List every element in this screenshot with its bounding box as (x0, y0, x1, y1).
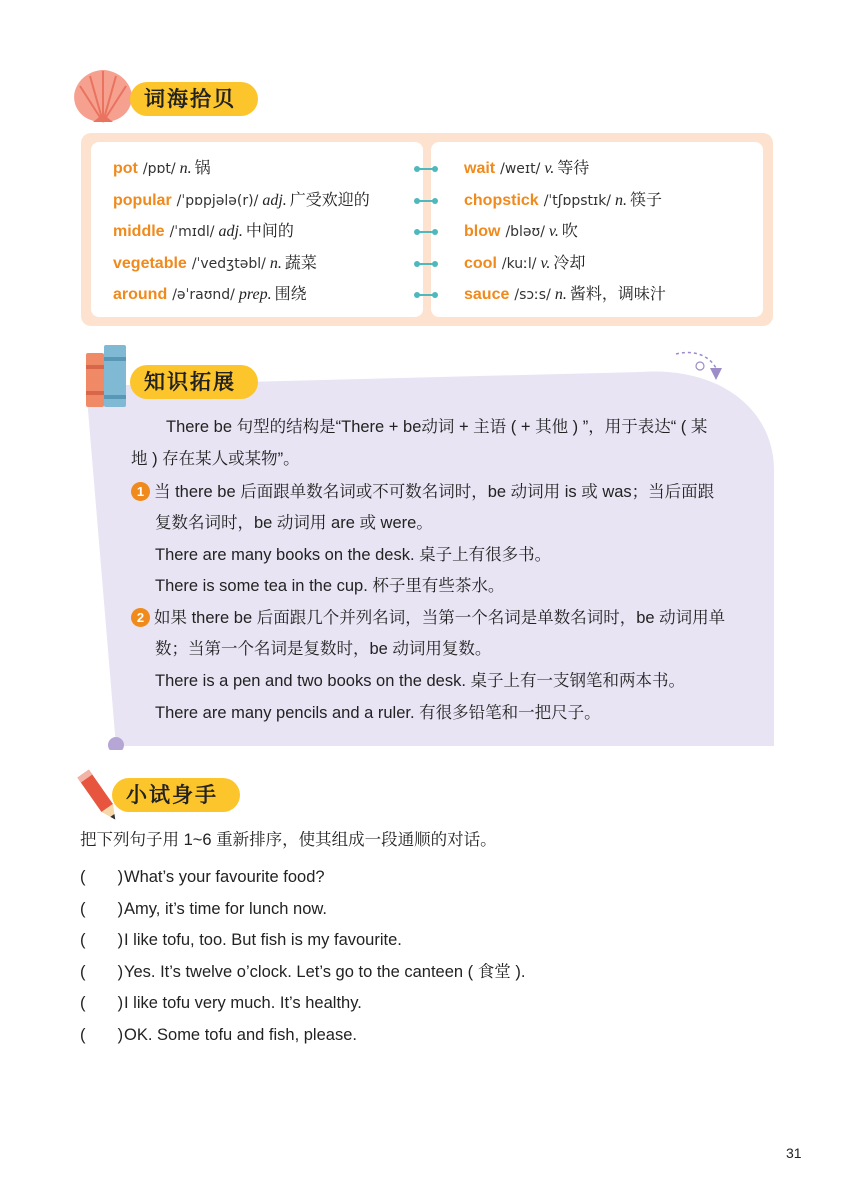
knowledge-example: There are many pencils and a ruler. 有很多铅笔和一把尺子。 (155, 704, 601, 722)
vocab-word: cool (464, 255, 497, 272)
vocab-word: blow (464, 223, 501, 240)
answer-blank[interactable]: ( ) (80, 900, 124, 918)
knowledge-point-2 (131, 603, 725, 635)
seashell-icon (68, 66, 138, 126)
connector-icon (413, 164, 439, 174)
knowledge-intro-line: 地 ) 存在某人或某物”。 (131, 450, 300, 468)
answer-blank[interactable]: ( ) (80, 868, 124, 886)
vocab-phonetic: /pɒt/ (142, 161, 176, 177)
vocab-word: wait (464, 160, 496, 177)
connector-icon (413, 290, 439, 300)
vocab-word: pot (113, 160, 138, 177)
knowledge-example: There is some tea in the cup. 杯子里有些茶水。 (155, 577, 505, 595)
vocab-item (464, 157, 589, 181)
knowledge-point-text: 如果 there be 后面跟几个并列名词，当第一个名词是单数名词时，be 动词用单 (154, 609, 726, 627)
practice-sentence: What’s your favourite food? (124, 868, 325, 886)
number-badge: 2 (131, 608, 150, 627)
knowledge-point-text: 当 there be 后面跟单数名词或不可数名词时，be 动词用 is 或 was；当后面跟 (154, 483, 715, 501)
vocab-pos: v. (540, 255, 551, 272)
vocab-meaning: 蔬菜 (284, 255, 317, 272)
vocab-meaning: 吹 (561, 223, 578, 240)
vocab-item (113, 189, 370, 213)
vocab-item (113, 220, 294, 244)
vocab-meaning: 广受欢迎的 (289, 192, 370, 209)
vocab-phonetic: /ˈvedʒtəbl/ (191, 256, 266, 272)
practice-item[interactable] (80, 1023, 357, 1047)
vocab-pos: v. (544, 160, 555, 177)
practice-item[interactable] (80, 928, 402, 952)
vocab-item (464, 252, 585, 276)
vocab-phonetic: /əˈraʊnd/ (172, 287, 235, 303)
vocab-phonetic: /sɔːs/ (514, 287, 551, 303)
vocab-item (113, 157, 211, 181)
answer-blank[interactable]: ( ) (80, 1026, 124, 1044)
knowledge-example: There are many books on the desk. 桌子上有很多书。 (155, 546, 552, 564)
vocab-phonetic: /bləʊ/ (505, 224, 545, 240)
answer-blank[interactable]: ( ) (80, 994, 124, 1012)
vocab-phonetic: /weɪt/ (500, 161, 541, 177)
practice-sentence: Amy, it’s time for lunch now. (124, 900, 327, 918)
practice-item[interactable] (80, 865, 325, 889)
vocab-meaning: 中间的 (245, 223, 294, 240)
answer-blank[interactable]: ( ) (80, 931, 124, 949)
connector-icon (413, 227, 439, 237)
vocab-meaning: 等待 (557, 160, 590, 177)
vocab-pos: n. (179, 160, 192, 177)
vocab-word: chopstick (464, 192, 539, 209)
knowledge-example: There is a pen and two books on the desk. 桌子上有一支钢笔和两本书。 (155, 672, 686, 690)
vocab-item (464, 189, 662, 213)
practice-item[interactable] (80, 960, 525, 984)
practice-sentence: I like tofu, too. But fish is my favourite. (124, 931, 402, 949)
vocab-item (464, 283, 666, 307)
vocab-word: vegetable (113, 255, 187, 272)
vocab-pos: n. (269, 255, 282, 272)
vocab-meaning: 围绕 (274, 286, 307, 303)
practice-sentence: I like tofu very much. It’s healthy. (124, 994, 362, 1012)
knowledge-section-title: 知识拓展 (130, 365, 258, 399)
page-number: 31 (786, 1145, 802, 1161)
practice-section-header (76, 764, 276, 807)
connector-icon (413, 259, 439, 269)
vocab-section-header (68, 72, 268, 112)
knowledge-section-header (80, 345, 280, 394)
vocab-section-title: 词海拾贝 (130, 82, 258, 116)
vocab-phonetic: /ˈmɪdl/ (169, 224, 215, 240)
practice-item[interactable] (80, 991, 362, 1015)
vocab-meaning: 锅 (194, 160, 211, 177)
practice-instruction: 把下列句子用 1~6 重新排序，使其组成一段通顺的对话。 (80, 831, 497, 849)
knowledge-point-text: 数；当第一个名词是复数时，be 动词用复数。 (155, 640, 492, 658)
vocab-item (464, 220, 578, 244)
vocab-item (113, 252, 317, 276)
vocab-word: middle (113, 223, 165, 240)
vocab-word: sauce (464, 286, 510, 303)
practice-sentence: OK. Some tofu and fish, please. (124, 1026, 357, 1044)
vocab-phonetic: /ˈtʃɒpstɪk/ (543, 193, 612, 209)
vocab-word: popular (113, 192, 172, 209)
vocab-pos: v. (548, 223, 559, 240)
vocab-word: around (113, 286, 168, 303)
connector-icon (413, 196, 439, 206)
vocab-pos: n. (615, 192, 628, 209)
vocab-meaning: 筷子 (630, 192, 663, 209)
vocab-meaning: 冷却 (553, 255, 586, 272)
number-badge: 1 (131, 482, 150, 501)
vocab-phonetic: /ˈpɒpjələ(r)/ (176, 193, 259, 209)
knowledge-point-text: 复数名词时，be 动词用 are 或 were。 (155, 514, 433, 532)
practice-section-title: 小试身手 (112, 778, 240, 812)
vocab-meaning: 酱料，调味汁 (569, 286, 666, 303)
knowledge-point-1 (131, 477, 714, 509)
vocab-pos: adj. (218, 223, 243, 240)
practice-sentence: Yes. It’s twelve o’clock. Let’s go to the canteen ( 食堂 ). (124, 963, 526, 981)
vocab-phonetic: /kuːl/ (501, 256, 537, 272)
vocab-pos: n. (554, 286, 567, 303)
practice-item[interactable] (80, 897, 327, 921)
vocab-item (113, 283, 307, 307)
answer-blank[interactable]: ( ) (80, 963, 124, 981)
books-icon (80, 343, 136, 411)
vocab-pos: prep. (238, 286, 272, 303)
knowledge-intro-line: There be 句型的结构是“There + be动词 + 主语 ( + 其他 ) ”，用于表达“ ( 某 (166, 418, 708, 436)
vocab-pos: adj. (262, 192, 287, 209)
